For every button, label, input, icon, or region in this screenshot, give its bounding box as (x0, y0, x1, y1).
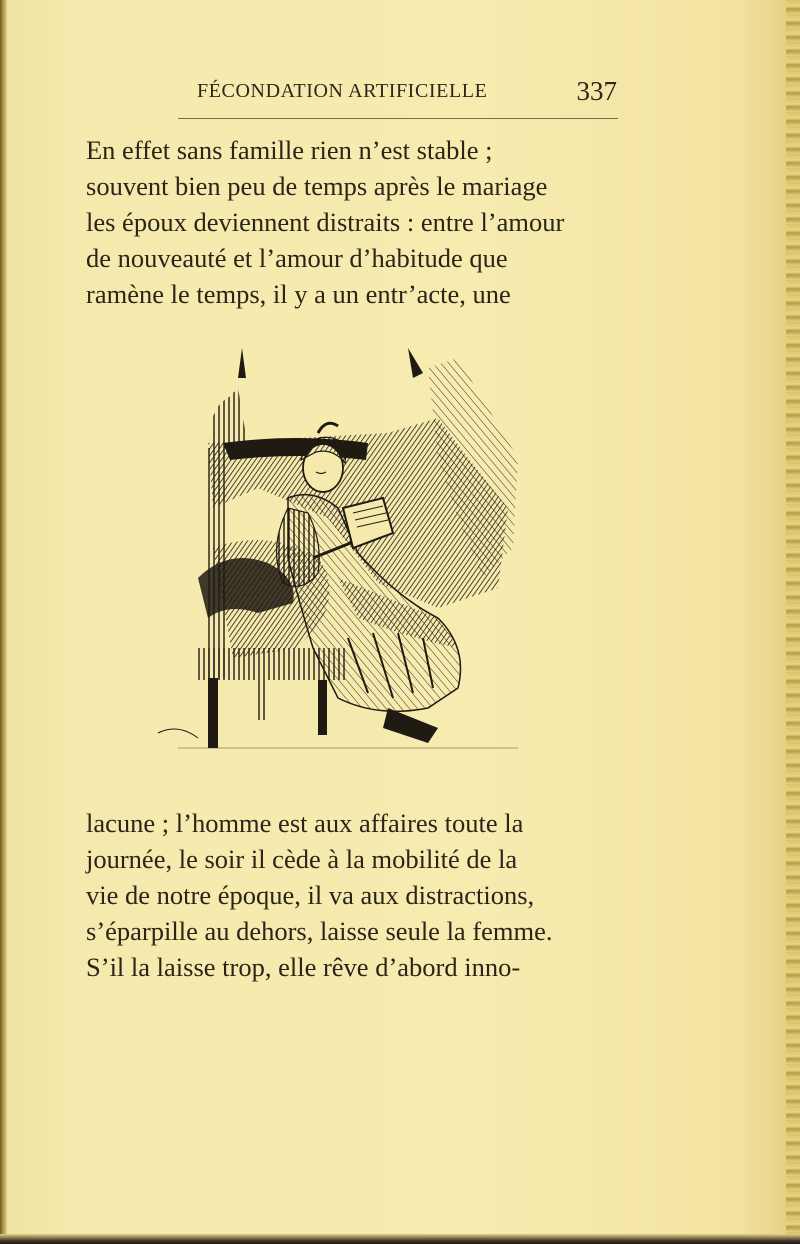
text-line: les époux deviennent distraits : entre l’amour (86, 207, 565, 237)
text-line: lacune ; l’homme est aux affaires toute la (86, 808, 524, 838)
text-line: s’éparpille au dehors, laisse seule la femme. (86, 916, 553, 946)
page-left-edge (0, 0, 7, 1244)
text-line: vie de notre époque, il va aux distractions, (86, 880, 535, 910)
engraving-illustration (138, 348, 558, 768)
page-bottom-edge (0, 1234, 800, 1244)
running-head: FÉCONDATION ARTIFICIELLE (197, 80, 488, 102)
page-number: 337 (576, 76, 617, 106)
woman-reading-illustration (138, 348, 558, 768)
header-rule (178, 118, 618, 119)
paragraph-top (86, 132, 616, 312)
text-line: S’il la laisse trop, elle rêve d’abord inno- (86, 952, 521, 982)
page-header (197, 76, 617, 110)
text-line: journée, le soir il cède à la mobilité de la (86, 844, 518, 874)
text-line: de nouveauté et l’amour d’habitude que (86, 243, 508, 273)
text-line: En effet sans famille rien n’est stable ; (86, 135, 493, 165)
text-line: ramène le temps, il y a un entr’acte, une (86, 279, 511, 309)
text-line: souvent bien peu de temps après le mariage (86, 171, 548, 201)
page-right-edge (786, 0, 800, 1244)
paragraph-bottom (86, 805, 616, 985)
